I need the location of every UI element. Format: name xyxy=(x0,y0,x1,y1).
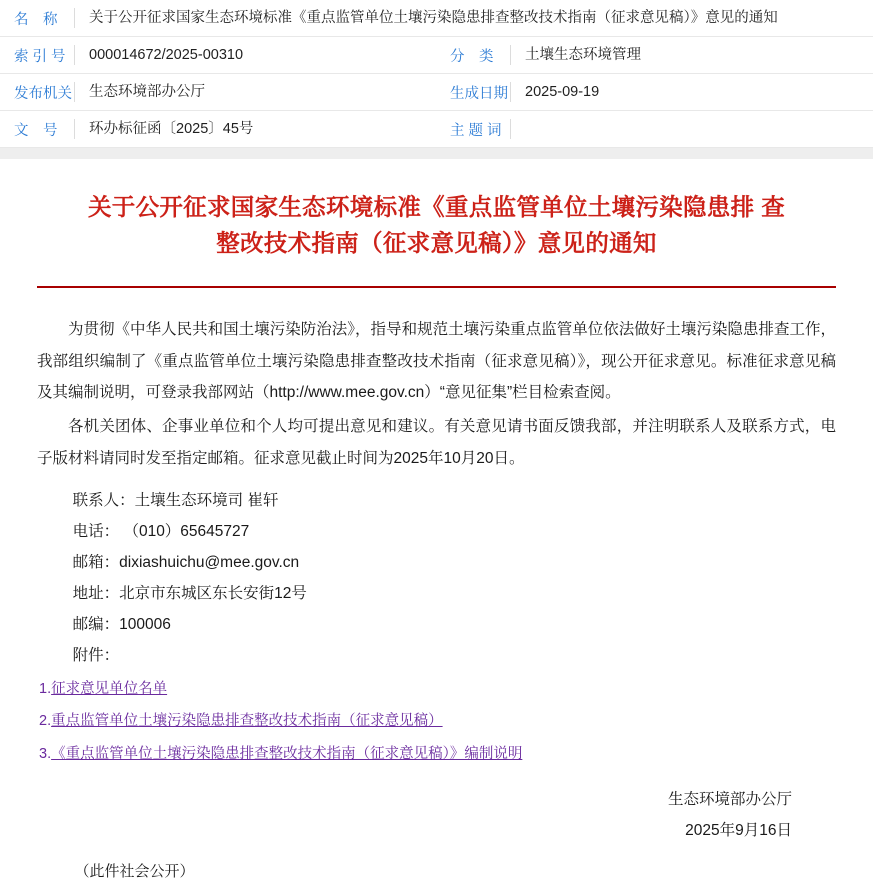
contact-person: 联系人：土壤生态环境司 崔轩 xyxy=(72,491,279,509)
meta-label-document-number: 文 号 xyxy=(14,122,58,139)
meta-cell-generation-date xyxy=(436,74,872,110)
attachment-link-1[interactable]: 征求意见单位名单 xyxy=(51,680,168,697)
document-meta-table xyxy=(0,0,873,148)
meta-label-category: 分 类 xyxy=(450,48,494,65)
meta-divider xyxy=(510,119,511,139)
signature-date: 2025年9月16日 xyxy=(685,822,792,840)
attachments-list xyxy=(37,673,836,771)
document-content xyxy=(0,159,873,885)
signature-block xyxy=(37,784,836,846)
attachments-heading: 附件： xyxy=(72,646,120,664)
contact-phone: 电话： （010）65645727 xyxy=(72,522,250,540)
contact-info-list xyxy=(37,485,836,640)
attachment-row xyxy=(37,705,836,738)
meta-value-generation-date: 2025-09-19 xyxy=(525,83,600,100)
meta-value-document-number: 环办标征函〔2025〕45号 xyxy=(89,120,254,137)
meta-cell-name xyxy=(0,0,873,36)
attachment-index: 2. xyxy=(39,713,52,730)
document-body xyxy=(37,288,836,885)
meta-cell-index-number xyxy=(0,37,436,73)
meta-cell-document-number xyxy=(0,111,436,147)
attachment-link-2[interactable]: 重点监管单位土壤污染隐患排查整改技术指南（征求意见稿） xyxy=(51,713,443,730)
meta-label-index-number: 索 引 号 xyxy=(14,48,66,65)
public-disclosure-note: （此件社会公开） xyxy=(74,863,195,881)
meta-row-docnumber-keywords xyxy=(0,111,873,148)
meta-row-index-category xyxy=(0,37,873,74)
meta-value-category: 土壤生态环境管理 xyxy=(525,46,641,63)
meta-cell-category xyxy=(436,37,872,73)
meta-value-issuing-agency: 生态环境部办公厅 xyxy=(89,83,205,100)
meta-row-name xyxy=(0,0,873,37)
attachment-index: 1. xyxy=(39,680,52,697)
section-gap-band xyxy=(0,148,873,159)
meta-label-issuing-agency: 发布机关 xyxy=(14,85,72,102)
body-paragraph-1: 为贯彻《中华人民共和国土壤污染防治法》，指导和规范土壤污染重点监管单位依法做好土壤污染隐患排查工作，我部组织编制了《重点监管单位土壤污染隐患排查整改技术指南（征求意见稿）》，现公开征求意见。标准征求意见稿及其编制说明，可登录我部网站（http://www.mee.gov.cn）“意见征集”栏目检索查阅。 xyxy=(37,320,836,402)
meta-row-issuer-date xyxy=(0,74,873,111)
contact-email: 邮箱：dixiashuichu@mee.gov.cn xyxy=(72,553,300,571)
attachment-row xyxy=(37,673,836,706)
attachment-row xyxy=(37,738,836,771)
document-title-line-1: 关于公开征求国家生态环境标准《重点监管单位土壤污染隐患排 xyxy=(87,194,755,220)
attachment-link-3[interactable]: 《重点监管单位土壤污染隐患排查整改技术指南（征求意见稿）》编制说明 xyxy=(51,745,523,762)
signature-organization: 生态环境部办公厅 xyxy=(667,791,792,809)
body-paragraph-2: 各机关团体、企事业单位和个人均可提出意见和建议。有关意见请书面反馈我部，并注明联系人及联系方式，电子版材料请同时发至指定邮箱。征求意见截止时间为2025年10月20日。 xyxy=(37,418,836,467)
meta-cell-issuing-agency xyxy=(0,74,436,110)
meta-value-index-number: 000014672/2025-00310 xyxy=(89,46,244,63)
document-title xyxy=(65,189,809,262)
meta-label-generation-date: 生成日期 xyxy=(450,85,508,102)
meta-value-name: 关于公开征求国家生态环境标准《重点监管单位土壤污染隐患排查整改技术指南（征求意见稿）》意见的通知 xyxy=(89,9,778,26)
contact-address: 地址：北京市东城区东长安街12号 xyxy=(72,584,307,602)
document-title-line-2: 查整改技术指南（征求意见稿）》意见的通知 xyxy=(216,194,786,257)
meta-cell-keywords xyxy=(436,111,872,147)
meta-label-keywords: 主 题 词 xyxy=(450,122,502,139)
meta-label-name: 名 称 xyxy=(14,11,58,28)
attachment-index: 3. xyxy=(39,745,52,762)
contact-postcode: 邮编：100006 xyxy=(72,615,171,633)
